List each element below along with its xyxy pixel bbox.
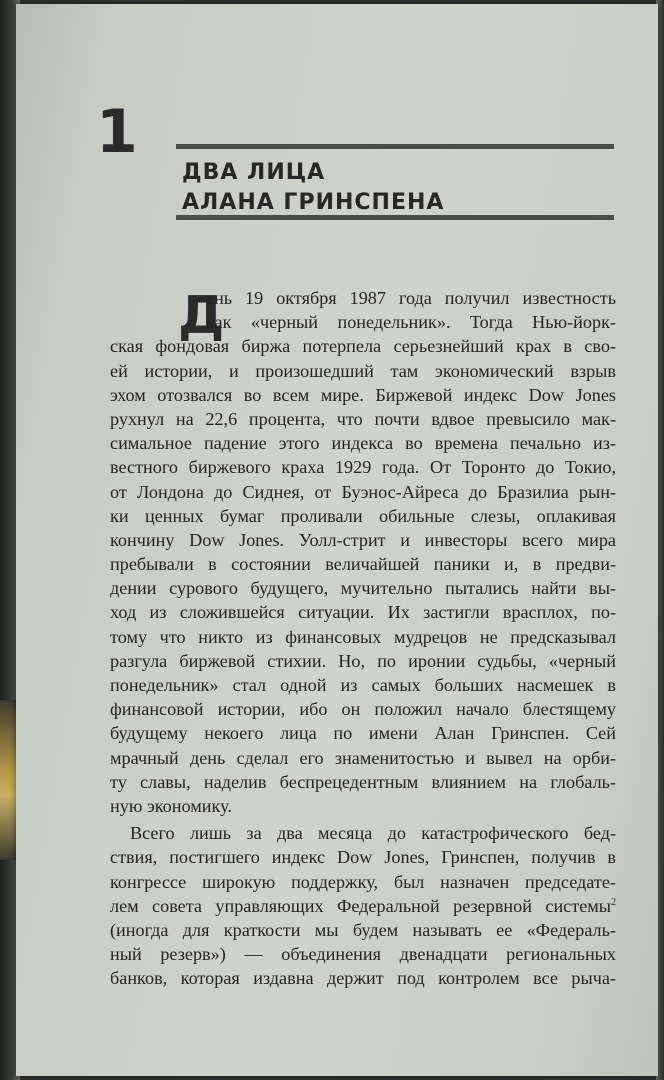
text-line: Всего лишь за два месяца до катастрофического бед- (130, 823, 616, 844)
text-line: ход из сложившейся ситуации. Их застигли врасплох, по- (110, 602, 616, 623)
text-line: мрачный день сделал его знаменитостью и вывел на орби- (110, 747, 616, 768)
text-line: рухнул на 22,6 процента, что почти вдвое превысило мак- (110, 408, 616, 429)
text-line: будущему некоего лица по имени Алан Гринспен. Сей (110, 723, 616, 744)
text-line: понедельник» стал одной из самых больших насмешек в (110, 675, 616, 695)
text-line: ту славы, наделив беспрецедентным влиянием на глобаль- (110, 771, 616, 792)
text-line: от Лондона до Сиднея, от Буэнос-Айреса до Бразилиа рын- (110, 481, 616, 502)
text-line: тому что никто из финансовых мудрецов не предсказывал (110, 626, 616, 647)
text-line: ень 19 октября 1987 года получил известность (206, 288, 616, 308)
text-line: как «черный понедельник». Тогда Нью-йорк- (206, 312, 616, 333)
text-line: ный резерв») — объединения двенадцати региональных (110, 944, 616, 965)
background-object (0, 700, 16, 860)
chapter-title-line-1: ДВА ЛИЦА (182, 160, 326, 185)
text-line: финансовой истории, ибо он положил начало блестящему (110, 699, 616, 720)
title-rule-bottom (176, 215, 614, 220)
text-line: ская фондовая биржа потерпела серьезнейший крах в сво- (110, 336, 616, 357)
text-line: симальное падение этого индекса во времена печально из- (110, 433, 616, 454)
text-line: дении сурового будущего, мучительно пытались найти вы- (110, 578, 616, 599)
text-line: (иногда для краткости мы будем называть ее «Федераль- (110, 919, 616, 940)
text-line: кончину Dow Jones. Уолл-стрит и инвесторы всего мира (110, 529, 616, 550)
text-line: банков, которая издавна держит под контролем все рыча- (110, 968, 616, 989)
text-line: конгрессе широкую поддержку, был назначен председате- (110, 871, 616, 892)
title-rule-top (176, 144, 614, 149)
text-line: ствия, постигшего индекс Dow Jones, Гринспен, получив в (110, 847, 616, 868)
text-line: ную экономику. (110, 795, 232, 816)
chapter-title (182, 158, 444, 218)
text-line-content: лем совета управляющих Федеральной резервной системы (110, 895, 611, 916)
text-line: разгула биржевой стихии. Но, по иронии судьбы, «черный (110, 650, 616, 671)
text-line: пребывали в состоянии величайшей паники и, в предви- (110, 554, 616, 575)
text-line-with-footnote (110, 894, 616, 918)
text-line: эхом отозвался во всем мире. Биржевой индекс Dow Jones (110, 384, 616, 405)
text-line: ей истории, и произошедший там экономический взрыв (110, 360, 616, 381)
drop-cap: Д (178, 286, 225, 346)
chapter-number: 1 (96, 97, 138, 167)
chapter-title-line-2: АЛАНА ГРИНСПЕНА (182, 190, 445, 215)
text-line: вестного биржевого краха 1929 года. От Торонто до Токио, (110, 457, 616, 478)
footnote-marker: 2 (611, 896, 616, 908)
chapter-body-text (110, 286, 616, 990)
text-line: ки ценных бумаг проливали обильные слезы, оплакивая (110, 505, 616, 526)
